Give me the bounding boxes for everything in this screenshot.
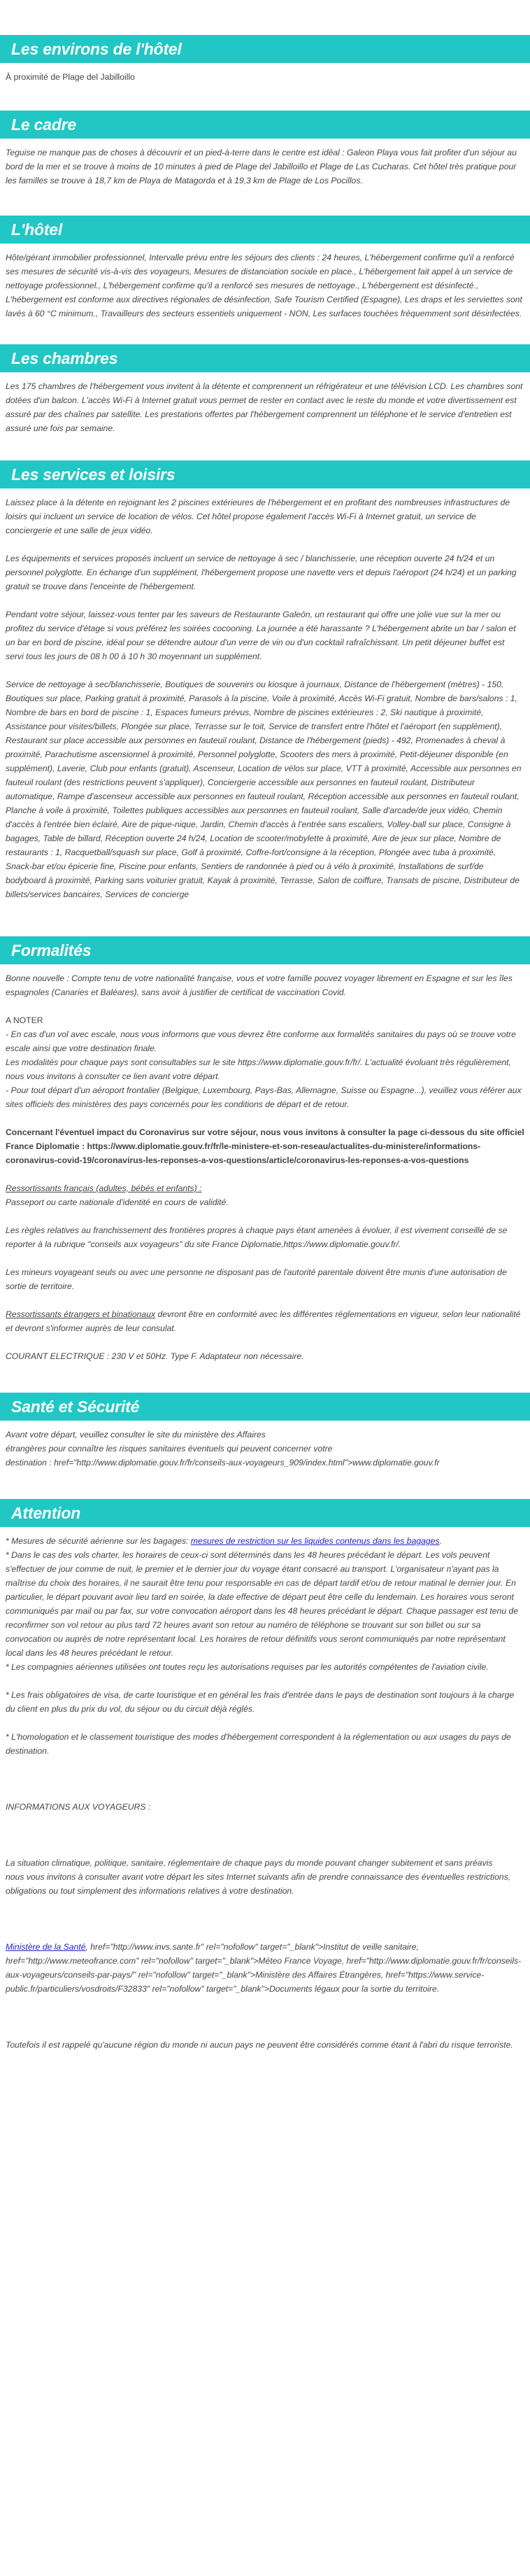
attention-baggage (6, 1534, 524, 1548)
attention-airlines: * Les compagnies aériennes utilisées ont toutes reçu les autorisations requises par les autorités compétentes de l'aviation civile. (6, 1662, 489, 1672)
section-attention (0, 1499, 530, 2052)
etrangers-text: devront être en conformité avec les différentes réglementations en vigueur, selon leur nationalité et devront s'informer auprès de leur consulat. (6, 1309, 521, 1333)
sante-line: Avant votre départ, veuillez consulter le site du ministère des Affaires (6, 1430, 266, 1440)
section-title-hotel: L'hôtel (0, 216, 530, 244)
section-title-environs: Les environs de l'hôtel (0, 35, 530, 63)
courant-text: COURANT ELECTRIQUE : 230 V et 50Hz. Type F. Adaptateur non nécessaire. (6, 1351, 304, 1361)
ministere-sante-link[interactable]: Ministère de la Santé (6, 1942, 86, 1952)
baggage-prefix: * Mesures de sécurité aérienne sur les bagages: (6, 1536, 191, 1546)
section-title-cadre: Le cadre (0, 111, 530, 139)
anoter-title: A NOTER (6, 1015, 43, 1025)
attention-charter: * Dans le cas des vols charter, les horaires de ceux-ci sont déterminés dans les 48 heures précédant le départ. Les vols peuvent s'effectuer de jour comme de nuit, le premier et le dernier jour du voyage étant consacré au transport. L'organisateur n'ayant pas la maîtrise du choix des horaires, il ne saurait être tenu pour responsable en cas de départ tardif et/ou de retour matinal le dernier jour. En particulier, le départ pouvant avoir lieu tard en soirée, la date effective de départ peut être celle du lendemain. Les horaires vous seront communiqués par mail ou par fax, sur votre convocation aéroport dans les 48 heures précédant le départ. Chaque passager est tenu de reconfirmer son vol retour au plus tard 72 heures avant son retour au numéro de téléphone se trouvant sur son billet ou sur sa convocation ou auprès de notre représentant local. Les horaires de retour définitifs vous seront communiqués par notre représentant local dans les 48 heures précédant le retour. (6, 1550, 519, 1658)
formalites-intro: Bonne nouvelle : Compte tenu de votre nationalité française, vous et votre famille pouvez voyager librement en Espagne et sur les îles espagnoles (Canaries et Baléares), sans avoir à justifier de certificat de vaccination Covid. (6, 973, 513, 997)
regles-text: Les règles relatives au franchissement des frontières propres à chaque pays étant amenées à évoluer, il est vivement conseillé de se reporter à la rubrique "conseils aux voyageurs" du site France Diplomatie,https://www.diplomatie.gouv.fr/. (6, 1225, 508, 1249)
mineurs-text: Les mineurs voyageant seuls ou avec une personne ne disposant pas de l'autorité parentale doivent être munis d'une autorisation de sortie de territoire. (6, 1267, 507, 1291)
services-paragraph: Pendant votre séjour, laissez-vous tenter par les saveurs de Restaurante Galeón, un restaurant qui offre une jolie vue sur la mer ou profitez du service d'étage si vous préférez les soirées cocooning. La journée a été harassante ? L'hébergement abrite un bar / salon et un bar en bord de piscine, idéal pour se détendre autour d'un verre de vin ou d'un cocktail rafraîchissant. Un petit déjeuner buffet est servi tous les jours de 08 h 00 à 10 h 30 moyennant un supplément. (6, 610, 516, 661)
services-paragraph: Les équipements et services proposés incluent un service de nettoyage à sec / blanchisserie, une réception ouverte 24 h/24 et un personnel polyglotte. En échange d'un supplément, l'hébergement propose une navette vers et depuis l'aéroport (24 h/24) et un parking gratuit se trouve dans l'enceinte de l'hébergement. (6, 554, 517, 591)
attention-visa: * Les frais obligatoires de visa, de carte touristique et en général les frais d'entrée dans le pays de destination sont toujours à la charge du client en plus du prix du vol, du séjour ou du circuit déjà réglés. (6, 1690, 515, 1714)
section-title-attention: Attention (0, 1499, 530, 1527)
ressortissants-fr-text: Passeport ou carte nationale d'identité en cours de validité. (6, 1197, 229, 1207)
anoter-line: Les modalités pour chaque pays sont consultables sur le site https://www.diplomatie.gouv.fr/fr/. L'actualité évoluant très régulièrement, nous vous invitons à consulter ce lien avant votre départ. (6, 1057, 511, 1081)
section-environs (0, 35, 530, 84)
sante-line: étrangères pour connaître les risques sanitaires éventuels qui peuvent concerner votre (6, 1444, 333, 1454)
etrangers-paragraph (6, 1307, 524, 1335)
section-title-sante: Santé et Sécurité (0, 1393, 530, 1421)
section-sante (0, 1393, 530, 1470)
baggage-suffix: . (439, 1536, 442, 1546)
chambres-text: Les 175 chambres de l'hébergement vous invitent à la détente et comprennent un réfrigérateur et une télévision LCD. Les chambres sont dotées d'un balcon. L'accès Wi-Fi à Internet gratuit vous permet de rester en contact avec le reste du monde et votre divertissement est assuré par des chaînes par satellite. Les prestations offertes par l'hébergement comprennent un téléphone et le service d'entretien est assuré une fois par semaine. (6, 381, 523, 433)
cadre-text: Teguise ne manque pas de choses à découvrir et un pied-à-terre dans le centre est idéal : Galeon Playa vous fait profiter d'un séjour au bord de la mer et se trouve à moins de 10 minutes à pied de Plage del Jabilloillo et Plage de Las Cucharas. Cet hôtel très pratique pour les familles se trouve à 18,7 km de Playa de Matagorda et à 19,3 km de Plage de Los Pocillos. (6, 148, 517, 185)
hotel-text: Hôte/gérant immobilier professionnel, Intervalle prévu entre les séjours des clients : 24 heures, L'hébergement confirme qu'il a renforcé ses mesures de sécurité vis-à-vis des voyageurs, Mesures de distanciation sociale en place., L'hébergement fait appel à un service de nettoyage professionnel., L'hébergement confirme qu'il a renforcé ses mesures de nettoyage., L'hébergement est désinfecté., L'hébergement est conforme aux directives régionales de désinfection, Safe Tourism Certified (Espagne), Les draps et les serviettes sont lavés à 60 °C minimum., Travailleurs des secteurs essentiels uniquement - NON, Les surfaces touchées fréquemment sont désinfectées. (6, 253, 522, 318)
environs-text: À proximité de Plage del Jabilloillo (6, 72, 135, 82)
liquids-restriction-link[interactable]: mesures de restriction sur les liquides contenus dans les bagages (190, 1536, 440, 1546)
section-formalites (0, 936, 530, 1363)
terrorism-notice: Toutefois il est rappelé qu'aucune région du monde ni aucun pays ne peuvent être considérés comme étant à l'abri du risque terroriste. (6, 2040, 513, 2050)
anoter-line: - Pour tout départ d'un aéroport frontalier (Belgique, Luxembourg, Pays-Bas, Allemagne, Suisse ou Espagne...), veuillez vous référer aux sites officiels des ministères des pays concernés pour les conditions de départ et de retour. (6, 1085, 522, 1109)
services-paragraph: Laissez place à la détente en rejoignant les 2 piscines extérieures de l'hébergement et en profitant des nombreuses infrastructures de loisirs qui incluent un service de location de vélos. Cet hôtel propose également l'accès Wi-Fi à Internet gratuit, un service de conciergerie et une salle de jeux vidéo. (6, 498, 510, 535)
section-cadre (0, 111, 530, 188)
situation-line: nous vous invitons à consulter avant votre départ les sites Internet suivants afin de prendre connaissance des éventuelles restrictions, obligations ou tout simplement des informations relatives à votre destination. (6, 1872, 511, 1896)
services-paragraph: Service de nettoyage à sec/blanchisserie, Boutiques de souvenirs ou kiosque à journaux, Distance de l'hébergement (mètres) - 150, Boutiques sur place, Parking gratuit à proximité, Parasols à la piscine, Voile à proximité, Accès Wi-Fi gratuit, Nombre de bars/salons : 1, Nombre de bars en bord de piscine : 1, Espaces fumeurs prévus, Nombre de piscines extérieures : 2, Ski nautique à proximité, Assistance pour visites/billets, Plongée sur place, Terrasse sur le toit, Service de transfert entre l'hôtel et l'aéroport (en supplément), Restaurant sur place accessible aux personnes en fauteuil roulant, Distance de l'hébergement (pieds) - 492, Promenades à cheval à proximité, Parachutisme ascensionnel à proximité, Personnel polyglotte, Scooters des mers à proximité, Petit-déjeuner disponible (en supplément), Laverie, Club pour enfants (gratuit), Ascenseur, Location de vélos sur place, VTT à proximité, Accessible aux personnes en fauteuil roulant (des restrictions peuvent s'appliquer), Conciergerie accessible aux personnes en fauteuil roulant, Distributeur automatique, Rampe d'ascenseur accessible aux personnes en fauteuil roulant, Réception accessible aux personnes en fauteuil roulant, Planche à voile à proximité, Toilettes publiques accessibles aux personnes en fauteuil roulant, Salle d'arcade/de jeux vidéo, Chemin d'accès à l'entrée bien éclairé, Aire de pique-nique, Jardin, Chemin d'accès à l'entrée sans escaliers, Volley-ball sur place, Consigne à bagages, Table de billard, Réception ouverte 24 h/24, Location de scooter/mobylette à proximité, Aire de jeux sur place, Nombre de restaurants : 1, Racquetball/squash sur place, Golf à proximité, Coffre-fort/consigne à la réception, Plongée avec tuba à proximité, Snack-bar et/ou épicerie fine, Piscine pour enfants, Sentiers de randonnée à pied ou à vélo à proximité, Installations de surf/de bodyboard à proximité, Parking sans voiturier gratuit, Kayak à proximité, Terrasse, Salon de coiffure, Transats de piscine, Distributeur de billets/services bancaires, Services de concierge (6, 680, 522, 899)
anoter-line: - En cas d'un vol avec escale, nous vous informons que vous devrez être conforme aux formalités sanitaires du pays où se trouve votre escale ainsi que votre destination finale. (6, 1029, 516, 1053)
etrangers-title: Ressortissants étrangers et binationaux (6, 1309, 156, 1319)
section-hotel (0, 216, 530, 321)
links-rest: , href="http://www.invs.sante.fr" rel="nofollow" target="_blank">Institut de veille sanitaire, href="http://www.meteofrance.com" rel="nofollow" target="_blank">Méteo France Voyage, href="http://www.diplomatie.gouv.fr/fr/conseils-aux-voyageurs/conseils-par-pays/" rel="nofollow" target="_blank">Ministère des Affaires Étrangères, href="https://www.service-public.fr/particuliers/vosdroits/F32833" rel="nofollow" target="_blank">Documents légaux pour la sortie du territoire. (6, 1942, 522, 1994)
info-voyageurs-title: INFORMATIONS AUX VOYAGEURS : (6, 1802, 151, 1812)
section-services (0, 460, 530, 901)
sante-line: destination : href="http://www.diplomatie.gouv.fr/fr/conseils-aux-voyageurs_909/index.html">www.diplomatie.gouv.fr (6, 1458, 440, 1468)
section-title-chambres: Les chambres (0, 344, 530, 372)
section-title-formalites: Formalités (0, 936, 530, 964)
situation-line: La situation climatique, politique, sanitaire, réglementaire de chaque pays du monde pouvant changer subitement et sans préavis (6, 1858, 493, 1868)
ressortissants-fr-title: Ressortissants français (adultes, bébés et enfants) : (6, 1183, 202, 1193)
coronavirus-notice: Concernant l'éventuel impact du Coronavirus sur votre séjour, nous vous invitons à consulter la page ci-dessous du site officiel France Diplomatie : https://www.diplomatie.gouv.fr/fr/le-ministere-et-son-reseau/actualites-du-ministere/informations-coronavirus-covid-19/coronavirus-les-reponses-a-vos-questions/article/coronavirus-les-reponses-a-vos-questions (6, 1127, 524, 1165)
hotel-info-page (0, 35, 530, 2080)
section-chambres (0, 344, 530, 435)
links-paragraph (6, 1940, 524, 1996)
attention-homologation: * L'homologation et le classement touristique des modes d'hébergement correspondent à la réglementation ou aux usages du pays de destination. (6, 1732, 511, 1756)
section-title-services: Les services et loisirs (0, 460, 530, 488)
